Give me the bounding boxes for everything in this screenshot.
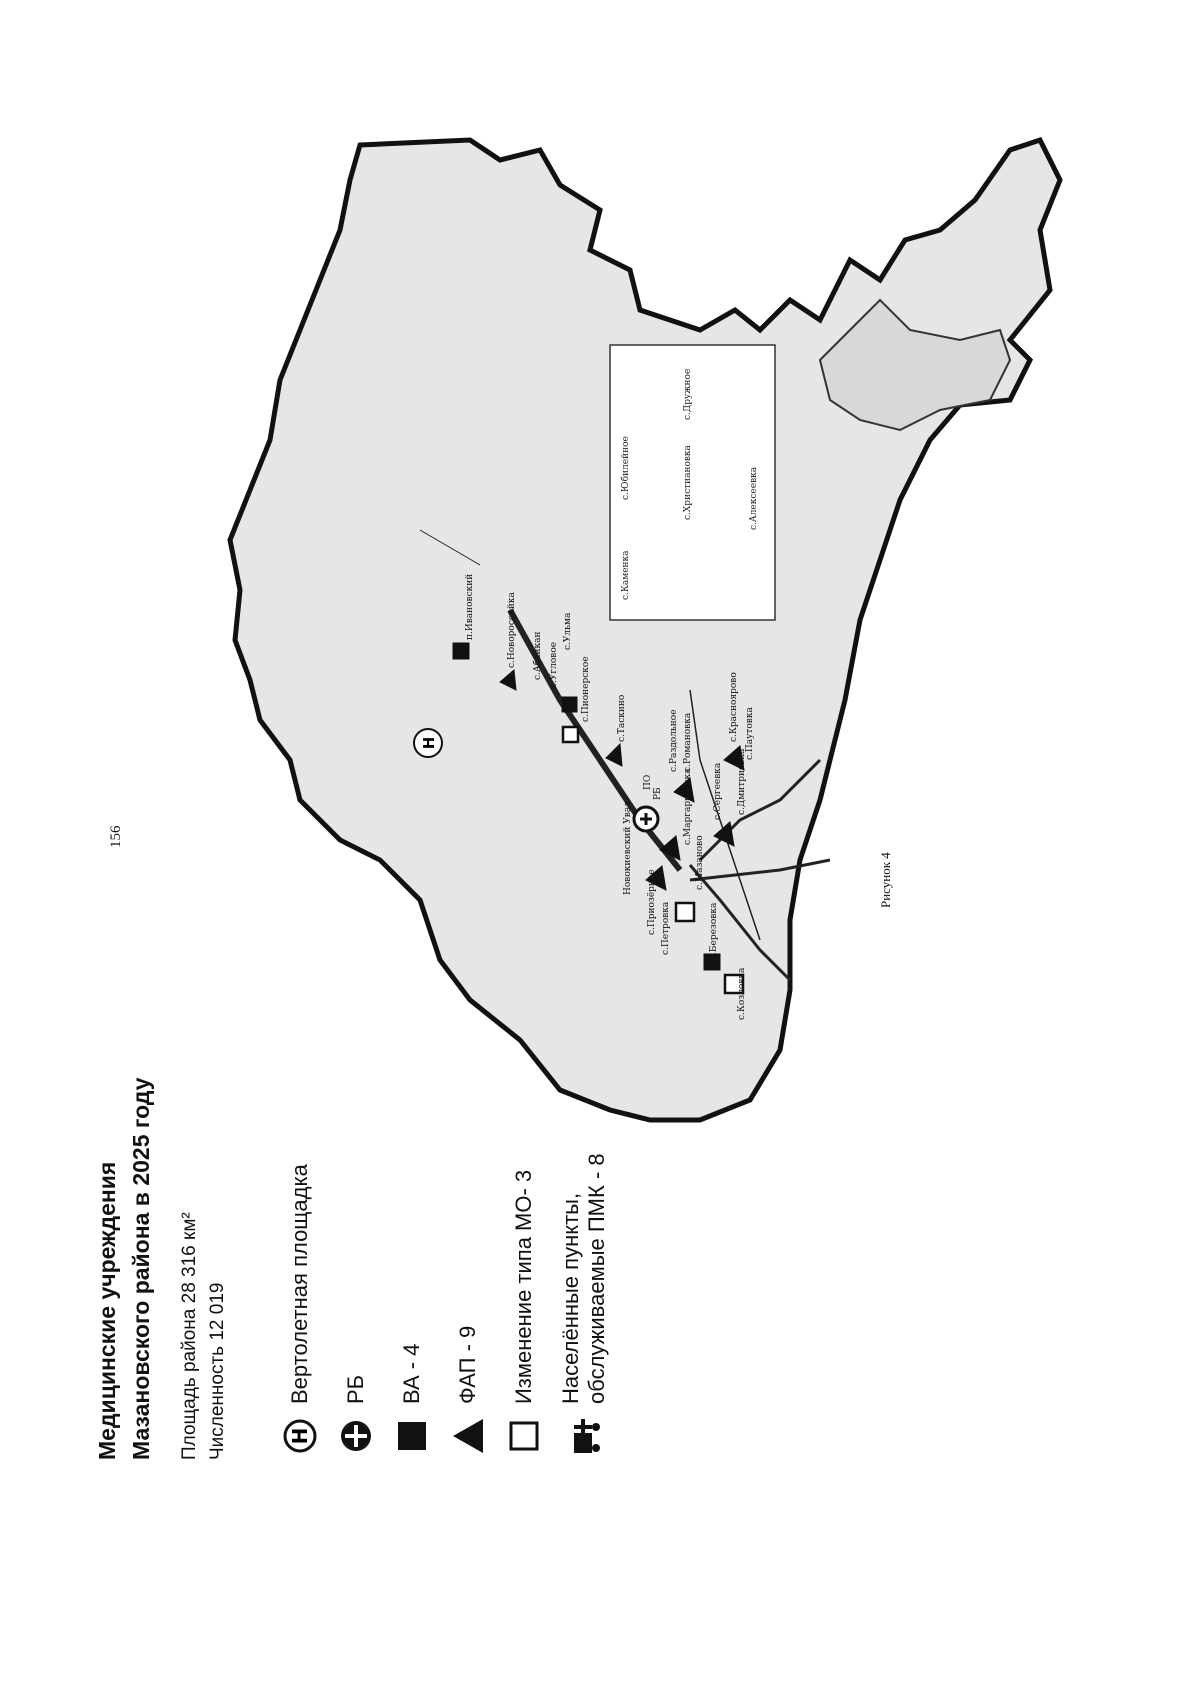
label-pautovka: с.Паутовка — [745, 707, 755, 760]
map-helipad-icon — [414, 729, 442, 757]
legend-label: Вертолетная площадка — [287, 1164, 312, 1404]
legend-label: Изменение типа МО- 3 — [511, 1169, 536, 1404]
legend-label: Населённые пункты, — [558, 1192, 583, 1404]
inset-label-druzhnoe: с.Дружное — [683, 368, 693, 420]
label-berezovka: с.Березовка — [709, 902, 719, 960]
inset-label-alekseevka: с.Алексеевка — [749, 466, 759, 530]
empty-square-icon — [500, 1412, 548, 1460]
label-uglovoe: с.Угловое — [549, 641, 559, 688]
label-kozlovka: с.Козловка — [737, 967, 747, 1020]
label-prigorovka: с.Приозёрное — [647, 869, 657, 935]
label-novorossiyka: с.Новороссийка — [507, 592, 517, 668]
filled-triangle-icon — [444, 1412, 492, 1460]
label-novokievsky: Новокиевский Увал — [623, 801, 633, 895]
legend-label: ВА - 4 — [399, 1343, 424, 1404]
label-razdolnoe: с.Раздольное — [669, 709, 679, 772]
inset-label-kamenka: с.Каменка — [621, 550, 631, 600]
legend-label: РБ — [343, 1374, 368, 1404]
svg-text:H: H — [288, 1427, 312, 1445]
label-krasnoyarovo: с.Красноярово — [729, 672, 739, 742]
label-ulma: с.Ульма — [563, 612, 573, 650]
map-title-line1: Медицинские учреждения — [94, 1161, 120, 1460]
legend-label: ФАП - 9 — [455, 1325, 480, 1404]
legend-item-rb — [328, 820, 384, 1460]
label-mazanovo: с.Мазаново — [695, 835, 705, 890]
legend-label-line2: обслуживаемые ПМК - 8 — [584, 1153, 609, 1404]
district-area: Площадь района 28 316 км² — [179, 1212, 200, 1460]
inset-label-khristianovka: с.Христиановка — [683, 445, 693, 520]
legend-item-va — [384, 820, 440, 1460]
inset-label-yubileinoe: с.Юбилейное — [621, 436, 631, 500]
label-ivanovsky: п.Ивановский — [465, 573, 475, 640]
label-abaykan: с.Абайкан — [533, 631, 543, 680]
legend-block — [90, 820, 609, 1460]
legend-item-mo-change — [496, 820, 552, 1460]
legend-item-pmk — [552, 820, 616, 1460]
label-rb: РБ — [653, 787, 663, 800]
label-po: ПО — [643, 774, 653, 790]
filled-square-icon — [388, 1412, 436, 1460]
label-pioneer: с.Пионерское — [581, 656, 591, 722]
label-taskino: с.Таскино — [617, 694, 627, 742]
hospital-cross-icon — [332, 1412, 380, 1460]
label-petrovka: с.Петровка — [661, 901, 671, 955]
label-dmitrievka: с.Дмитриевка — [737, 748, 747, 815]
mobile-unit-icon — [560, 1412, 608, 1460]
label-sergeevka: с.Сергеевка — [713, 762, 723, 820]
district-population: Численность 12 019 — [207, 1282, 228, 1460]
label-romanovka: с.Романовка — [683, 712, 693, 772]
map-title-line2: Мазановского района в 2025 году — [128, 1077, 154, 1460]
figure-caption: Рисунок 4 — [878, 852, 893, 908]
helipad-icon — [276, 1412, 324, 1460]
svg-text:H: H — [420, 736, 438, 750]
legend-item-fap — [440, 820, 496, 1460]
page-number: 156 — [108, 825, 124, 848]
legend-item-helipad — [272, 820, 328, 1460]
label-markovka: с.Маргаритовка — [683, 768, 693, 845]
